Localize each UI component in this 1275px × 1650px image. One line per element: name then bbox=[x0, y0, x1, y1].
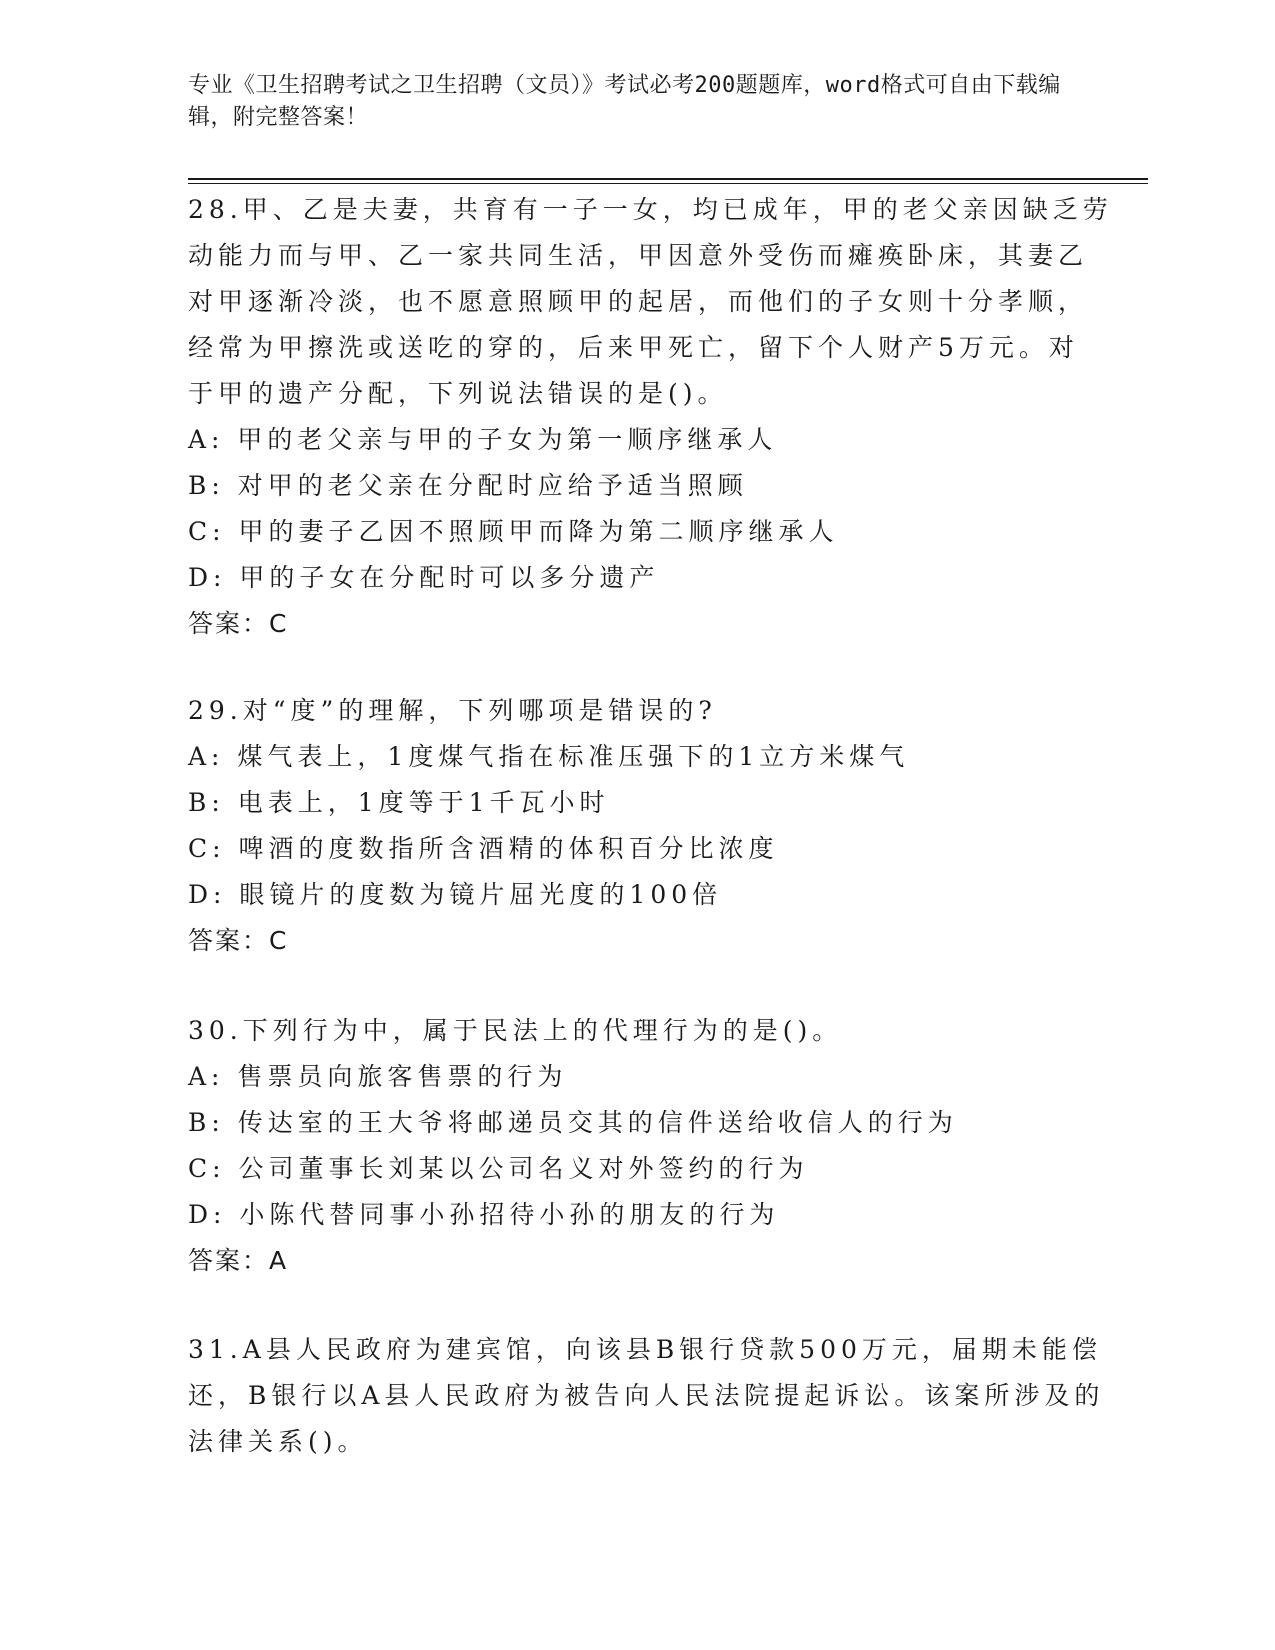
answer-line: 答案：C bbox=[188, 609, 289, 638]
question-30 bbox=[188, 1008, 1088, 1284]
question-text-line: 31.A县人民政府为建宾馆，向该县B银行贷款500万元，届期未能偿 bbox=[188, 1335, 1102, 1364]
option-b: B: 对甲的老父亲在分配时应给予适当照顾 bbox=[188, 471, 748, 500]
option-c: C: 甲的妻子乙因不照顾甲而降为第二顺序继承人 bbox=[188, 517, 839, 546]
option-a: A: 煤气表上，1度煤气指在标准压强下的1立方米煤气 bbox=[188, 742, 910, 771]
option-d: D: 小陈代替同事小孙招待小孙的朋友的行为 bbox=[188, 1200, 780, 1229]
question-text-line: 30.下列行为中，属于民法上的代理行为的是()。 bbox=[188, 1016, 843, 1045]
question-text-line: 于甲的遗产分配，下列说法错误的是()。 bbox=[188, 379, 728, 408]
question-text-line: 28.甲、乙是夫妻，共育有一子一女，均已成年，甲的老父亲因缺乏劳 bbox=[188, 195, 1113, 224]
header-rule-thick bbox=[188, 178, 1148, 180]
question-text-line: 29.对“度”的理解，下列哪项是错误的? bbox=[188, 696, 717, 725]
option-d: D: 眼镜片的度数为镜片屈光度的100倍 bbox=[188, 880, 723, 909]
page-header: 专业《卫生招聘考试之卫生招聘（文员）》考试必考200题题库，word格式可自由下载编辑，附完整答案！ bbox=[188, 73, 1061, 130]
question-text-line: 经常为甲擦洗或送吃的穿的，后来甲死亡，留下个人财产5万元。对 bbox=[188, 333, 1079, 362]
answer-line: 答案：C bbox=[188, 926, 289, 955]
option-a: A: 售票员向旅客售票的行为 bbox=[188, 1062, 568, 1091]
question-text-line: 还，B银行以A县人民政府为被告向人民法院提起诉讼。该案所涉及的 bbox=[188, 1381, 1105, 1410]
option-b: B: 电表上，1度等于1千瓦小时 bbox=[188, 788, 610, 817]
question-31 bbox=[188, 1327, 1105, 1465]
question-29 bbox=[188, 688, 1088, 964]
option-c: C: 啤酒的度数指所含酒精的体积百分比浓度 bbox=[188, 834, 779, 863]
option-c: C: 公司董事长刘某以公司名义对外签约的行为 bbox=[188, 1154, 809, 1183]
option-d: D: 甲的子女在分配时可以多分遗产 bbox=[188, 563, 660, 592]
option-b: B: 传达室的王大爷将邮递员交其的信件送给收信人的行为 bbox=[188, 1108, 958, 1137]
question-text-line: 对甲逐渐冷淡，也不愿意照顾甲的起居，而他们的子女则十分孝顺， bbox=[188, 287, 1089, 316]
header-rule-thin bbox=[188, 183, 1148, 184]
question-28 bbox=[188, 187, 1113, 647]
question-text-line: 动能力而与甲、乙一家共同生活，甲因意外受伤而瘫痪卧床，其妻乙 bbox=[188, 241, 1089, 270]
option-a: A: 甲的老父亲与甲的子女为第一顺序继承人 bbox=[188, 425, 778, 454]
question-text-line: 法律关系()。 bbox=[188, 1427, 368, 1456]
answer-line: 答案：A bbox=[188, 1246, 289, 1275]
